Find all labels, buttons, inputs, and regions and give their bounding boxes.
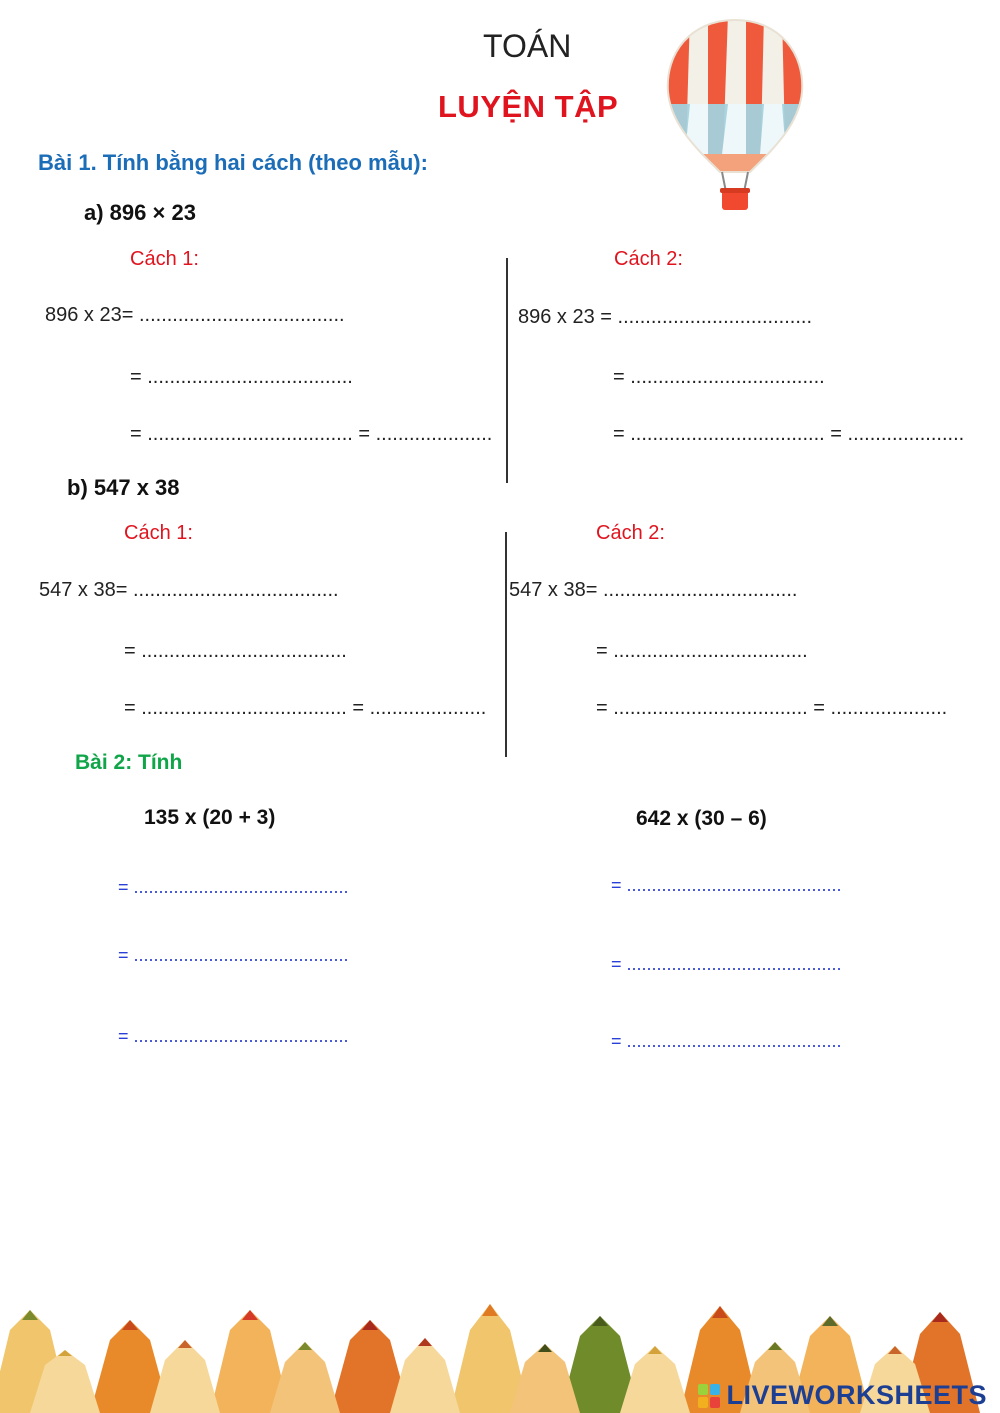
part-b-method-2-line-1[interactable]: 547 x 38= ................................... — [509, 579, 798, 601]
part-a-method-1-line-3[interactable]: = ..................................... = ..................... — [130, 423, 493, 445]
part-b-divider — [505, 532, 507, 757]
part-a-method-2-line-2[interactable]: = ................................... — [613, 366, 825, 388]
part-a-method-2-line-1[interactable]: 896 x 23 = ................................... — [518, 306, 813, 328]
exercise-2-right-line-1[interactable]: = ........................................... — [611, 875, 842, 895]
part-a-method-1-line-2[interactable]: = ..................................... — [130, 366, 353, 388]
exercise-2-right-line-2[interactable]: = ........................................... — [611, 954, 842, 974]
exercise-1-heading: Bài 1. Tính bằng hai cách (theo mẫu): — [38, 150, 428, 175]
part-b-method-2-line-2[interactable]: = ................................... — [596, 640, 808, 662]
page-subtitle: LUYỆN TẬP — [438, 89, 619, 124]
hot-air-balloon-icon — [660, 14, 810, 219]
page-title: TOÁN — [483, 28, 572, 64]
part-a-divider — [506, 258, 508, 483]
exercise-2-left-line-3[interactable]: = ........................................... — [118, 1026, 349, 1046]
exercise-2-right-line-3[interactable]: = ........................................... — [611, 1031, 842, 1051]
part-b-method-1-line-3[interactable]: = ..................................... = ..................... — [124, 697, 487, 719]
exercise-2-heading: Bài 2: Tính — [75, 751, 183, 774]
exercise-2-left-line-1[interactable]: = ........................................... — [118, 877, 349, 897]
liveworksheets-logo — [698, 1380, 987, 1411]
part-b-label: b) 547 x 38 — [67, 475, 180, 500]
part-b-method-1-line-1[interactable]: 547 x 38= ..................................... — [39, 579, 339, 601]
exercise-2-left-expression: 135 x (20 + 3) — [144, 806, 276, 829]
exercise-2-right-expression: 642 x (30 – 6) — [636, 807, 767, 830]
part-a-label: a) 896 × 23 — [84, 200, 196, 225]
part-a-method-2-label: Cách 2: — [614, 248, 683, 270]
part-a-method-1-line-1[interactable]: 896 x 23= ..................................... — [45, 304, 345, 326]
part-b-method-1-label: Cách 1: — [124, 522, 193, 544]
liveworksheets-logo-icon — [698, 1384, 720, 1408]
part-b-method-2-label: Cách 2: — [596, 522, 665, 544]
part-a-method-1-label: Cách 1: — [130, 248, 199, 270]
part-b-method-2-line-3[interactable]: = ................................... = ..................... — [596, 697, 948, 719]
part-b-method-1-line-2[interactable]: = ..................................... — [124, 640, 347, 662]
part-a-method-2-line-3[interactable]: = ................................... = ..................... — [613, 423, 965, 445]
liveworksheets-brand-text: LIVEWORKSHEETS — [726, 1380, 987, 1410]
exercise-2-left-line-2[interactable]: = ........................................... — [118, 945, 349, 965]
